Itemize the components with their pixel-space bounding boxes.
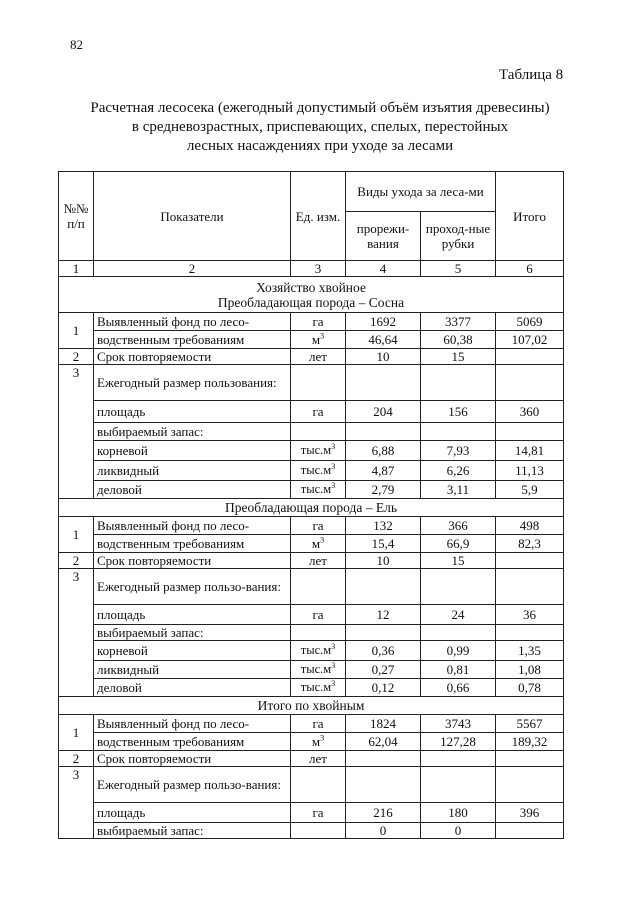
- unit-text: тыс.м: [300, 482, 332, 496]
- row-number: 2: [59, 553, 94, 569]
- value-cell: 82,3: [496, 535, 564, 553]
- empty-cell: [346, 751, 421, 767]
- section-title-total: Итого по хвойным: [59, 697, 564, 715]
- value-cell: 5,9: [496, 481, 564, 499]
- unit-superscript: 3: [331, 641, 336, 651]
- value-cell: 132: [346, 517, 421, 535]
- unit-superscript: 3: [320, 733, 325, 743]
- empty-cell: [496, 767, 564, 803]
- value-cell: 107,02: [496, 331, 564, 349]
- col-number: 2: [94, 261, 291, 277]
- unit-cell: га: [291, 517, 346, 535]
- indicator-label: Срок повторяемости: [94, 349, 291, 365]
- value-cell: 396: [496, 803, 564, 823]
- value-cell: 0,66: [421, 679, 496, 697]
- unit-text: м: [311, 332, 321, 347]
- value-cell: 0,81: [421, 661, 496, 679]
- value-cell: 62,04: [346, 733, 421, 751]
- col-number: 1: [59, 261, 94, 277]
- unit-text: тыс.м: [300, 662, 332, 676]
- unit-cell: га: [291, 401, 346, 423]
- value-cell: 60,38: [421, 331, 496, 349]
- value-cell: 3,11: [421, 481, 496, 499]
- row-number: 2: [59, 751, 94, 767]
- value-cell: 1692: [346, 313, 421, 331]
- value-cell: 0,78: [496, 679, 564, 697]
- unit-superscript: 3: [331, 441, 336, 451]
- unit-text: тыс.м: [300, 443, 332, 457]
- value-cell: 3377: [421, 313, 496, 331]
- empty-cell: [291, 365, 346, 401]
- header-unit: Ед. изм.: [291, 172, 346, 261]
- value-cell: 15: [421, 349, 496, 365]
- empty-cell: [346, 423, 421, 441]
- unit-cell: [291, 679, 346, 697]
- unit-superscript: 3: [331, 480, 336, 490]
- empty-cell: [496, 365, 564, 401]
- empty-cell: [346, 569, 421, 605]
- unit-cell: [291, 481, 346, 499]
- empty-cell: [496, 751, 564, 767]
- empty-cell: [421, 625, 496, 641]
- unit-cell: га: [291, 803, 346, 823]
- empty-cell: [291, 767, 346, 803]
- value-cell: 498: [496, 517, 564, 535]
- unit-cell: [291, 441, 346, 461]
- value-cell: 4,87: [346, 461, 421, 481]
- indicator-label: выбираемый запас:: [94, 823, 291, 839]
- empty-cell: [496, 349, 564, 365]
- unit-cell: лет: [291, 751, 346, 767]
- section-title-line: Хозяйство хвойное: [256, 279, 366, 295]
- indicator-label: корневой: [94, 441, 291, 461]
- value-cell: 10: [346, 349, 421, 365]
- indicator-label: выбираемый запас:: [94, 423, 291, 441]
- indicator-label: Выявленный фонд по лесо-: [94, 715, 291, 733]
- unit-cell: лет: [291, 349, 346, 365]
- unit-cell: [291, 535, 346, 553]
- value-cell: 36: [496, 605, 564, 625]
- indicator-label: ликвидный: [94, 661, 291, 679]
- header-passage: проход-ные рубки: [421, 212, 496, 261]
- unit-cell: лет: [291, 553, 346, 569]
- empty-cell: [421, 569, 496, 605]
- value-cell: 0,36: [346, 641, 421, 661]
- value-cell: 216: [346, 803, 421, 823]
- unit-superscript: 3: [331, 678, 336, 688]
- unit-text: тыс.м: [300, 643, 332, 657]
- value-cell: 0,27: [346, 661, 421, 679]
- empty-cell: [496, 553, 564, 569]
- empty-cell: [346, 767, 421, 803]
- row-number: 3: [59, 365, 94, 499]
- header-num: №№ п/п: [59, 172, 94, 261]
- value-cell: 1,35: [496, 641, 564, 661]
- row-number: 1: [59, 715, 94, 751]
- empty-cell: [291, 423, 346, 441]
- indicator-label: Выявленный фонд по лесо-: [94, 517, 291, 535]
- empty-cell: [291, 625, 346, 641]
- value-cell: 366: [421, 517, 496, 535]
- indicator-label: выбираемый запас:: [94, 625, 291, 641]
- empty-cell: [421, 365, 496, 401]
- value-cell: 1,08: [496, 661, 564, 679]
- indicator-label: Ежегодный размер пользо-вания:: [94, 767, 291, 803]
- header-indicator: Показатели: [94, 172, 291, 261]
- indicator-label: Срок повторяемости: [94, 751, 291, 767]
- indicator-label: водственным требованиям: [94, 733, 291, 751]
- empty-cell: [291, 569, 346, 605]
- unit-cell: [291, 733, 346, 751]
- unit-text: м: [311, 536, 321, 551]
- row-number: 3: [59, 767, 94, 839]
- indicator-label: Срок повторяемости: [94, 553, 291, 569]
- unit-cell: [291, 661, 346, 679]
- indicator-label: Ежегодный размер пользования:: [94, 365, 291, 401]
- header-care-types: Виды ухода за леса-ми: [346, 172, 496, 212]
- unit-cell: га: [291, 715, 346, 733]
- indicator-label: деловой: [94, 481, 291, 499]
- unit-superscript: 3: [331, 461, 336, 471]
- value-cell: 24: [421, 605, 496, 625]
- value-cell: 14,81: [496, 441, 564, 461]
- title-line: Расчетная лесосека (ежегодный допустимый объём изъятия древесины): [90, 100, 550, 116]
- section-title-line: Преобладающая порода – Сосна: [217, 294, 405, 310]
- value-cell: 10: [346, 553, 421, 569]
- value-cell: 6,26: [421, 461, 496, 481]
- row-number: 1: [59, 313, 94, 349]
- indicator-label: Ежегодный размер пользо-вания:: [94, 569, 291, 605]
- indicator-label: площадь: [94, 605, 291, 625]
- col-number: 4: [346, 261, 421, 277]
- value-cell: 0,12: [346, 679, 421, 697]
- value-cell: 7,93: [421, 441, 496, 461]
- unit-superscript: 3: [331, 660, 336, 670]
- value-cell: 11,13: [496, 461, 564, 481]
- empty-cell: [346, 365, 421, 401]
- title-line: лесных насаждениях при уходе за лесами: [186, 138, 454, 154]
- section-title-spruce: Преобладающая порода – Ель: [59, 499, 564, 517]
- unit-cell: [291, 641, 346, 661]
- col-number: 6: [496, 261, 564, 277]
- value-cell: 0: [421, 823, 496, 839]
- value-cell: 204: [346, 401, 421, 423]
- value-cell: 46,64: [346, 331, 421, 349]
- value-cell: 0,99: [421, 641, 496, 661]
- empty-cell: [496, 569, 564, 605]
- value-cell: 1824: [346, 715, 421, 733]
- indicator-label: Выявленный фонд по лесо-: [94, 313, 291, 331]
- cutting-area-table: [58, 171, 564, 839]
- value-cell: 3743: [421, 715, 496, 733]
- value-cell: 2,79: [346, 481, 421, 499]
- value-cell: 127,28: [421, 733, 496, 751]
- empty-cell: [496, 625, 564, 641]
- indicator-label: ликвидный: [94, 461, 291, 481]
- unit-text: тыс.м: [300, 680, 332, 694]
- value-cell: 6,88: [346, 441, 421, 461]
- empty-cell: [421, 767, 496, 803]
- unit-superscript: 3: [320, 535, 325, 545]
- value-cell: 189,32: [496, 733, 564, 751]
- unit-cell: [291, 461, 346, 481]
- indicator-label: корневой: [94, 641, 291, 661]
- empty-cell: [496, 823, 564, 839]
- value-cell: 12: [346, 605, 421, 625]
- document-title: [40, 99, 600, 156]
- indicator-label: площадь: [94, 803, 291, 823]
- empty-cell: [496, 423, 564, 441]
- unit-cell: [291, 331, 346, 349]
- value-cell: 15,4: [346, 535, 421, 553]
- empty-cell: [421, 751, 496, 767]
- value-cell: 360: [496, 401, 564, 423]
- page-number: 82: [70, 37, 83, 52]
- value-cell: 5069: [496, 313, 564, 331]
- empty-cell: [346, 625, 421, 641]
- value-cell: 0: [346, 823, 421, 839]
- indicator-label: площадь: [94, 401, 291, 423]
- header-thinning: прорежи-вания: [346, 212, 421, 261]
- indicator-label: водственным требованиям: [94, 535, 291, 553]
- value-cell: 15: [421, 553, 496, 569]
- value-cell: 156: [421, 401, 496, 423]
- value-cell: 5567: [496, 715, 564, 733]
- value-cell: 66,9: [421, 535, 496, 553]
- empty-cell: [421, 423, 496, 441]
- col-number: 3: [291, 261, 346, 277]
- unit-cell: га: [291, 605, 346, 625]
- indicator-label: водственным требованиям: [94, 331, 291, 349]
- row-number: 2: [59, 349, 94, 365]
- unit-text: м: [311, 734, 321, 749]
- row-number: 3: [59, 569, 94, 697]
- header-total: Итого: [496, 172, 564, 261]
- row-number: 1: [59, 517, 94, 553]
- title-line: в средневозрастных, приспевающих, спелых, перестойных: [131, 119, 509, 135]
- section-title-pine: [59, 277, 564, 313]
- col-number: 5: [421, 261, 496, 277]
- unit-cell: га: [291, 313, 346, 331]
- value-cell: 180: [421, 803, 496, 823]
- table-label: Таблица 8: [499, 67, 564, 83]
- indicator-label: деловой: [94, 679, 291, 697]
- empty-cell: [291, 823, 346, 839]
- unit-text: тыс.м: [300, 463, 332, 477]
- unit-superscript: 3: [320, 331, 325, 341]
